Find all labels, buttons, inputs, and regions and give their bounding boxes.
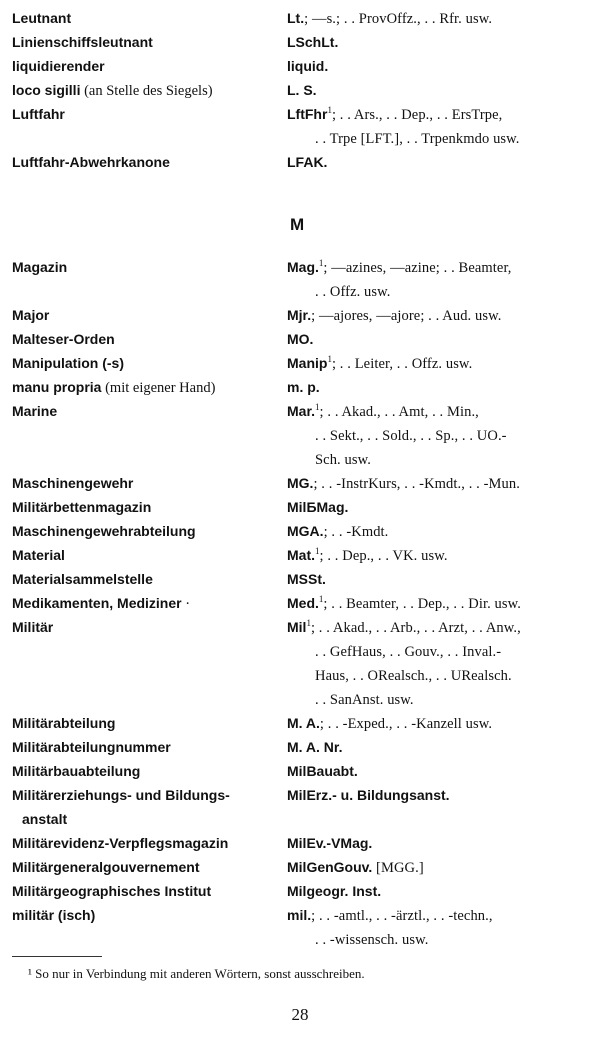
term-text: Militär — [12, 619, 54, 635]
entry-abbreviation — [287, 327, 592, 352]
abbreviation-text: Mil — [287, 619, 307, 635]
entry-abbreviation — [287, 30, 592, 55]
entry-abbreviation — [287, 495, 592, 520]
entry-abbreviation — [287, 375, 592, 400]
term-continuation: anstalt — [22, 811, 68, 827]
abbreviation-continuation: . . Sekt., . . Sold., . . Sp., . . UO.- — [315, 428, 507, 444]
abbreviation-text: MSSt. — [287, 571, 326, 587]
abbreviation-text: MilErz.- u. Bildungsanst. — [287, 787, 450, 803]
abbreviation-forms: ; . . Leiter, . . Offz. usw. — [331, 356, 473, 372]
entry-term — [12, 399, 284, 423]
term-tail: · — [181, 596, 191, 612]
abbreviation-text: Manip — [287, 355, 328, 371]
abbreviation-text: Mar. — [287, 403, 316, 419]
abbreviation-text: M. A. Nr. — [287, 739, 343, 755]
entry-abbreviation — [287, 54, 592, 79]
entry-term — [12, 879, 284, 903]
entry-abbreviation — [287, 399, 592, 472]
entry-term — [12, 150, 284, 174]
entry-abbreviation — [287, 303, 592, 328]
entry-term — [12, 711, 284, 735]
term-text: Malteser-Orden — [12, 331, 115, 347]
entry-abbreviation — [287, 255, 592, 304]
entry-term — [12, 831, 284, 855]
footnote-marker: 1 — [327, 105, 332, 115]
abbreviation-continuation: . . SanAnst. usw. — [315, 692, 414, 708]
abbreviation-text: MGA. — [287, 523, 324, 539]
abbreviation-continuation: . . Trpe [LFT.], . . Trpenkmdo usw. — [315, 131, 520, 147]
entry-abbreviation — [287, 903, 592, 952]
abbreviation-text: liquid. — [287, 58, 329, 74]
entry-term — [12, 375, 284, 400]
term-text: Material — [12, 547, 65, 563]
term-text: militär (isch) — [12, 907, 96, 923]
abbreviation-text: Mag. — [287, 259, 319, 275]
entry-abbreviation — [287, 78, 592, 103]
entry-abbreviation — [287, 6, 592, 31]
term-note: (an Stelle des Siegels) — [80, 83, 213, 99]
abbreviation-continuation: Haus, . . ORealsch., . . URealsch. — [315, 668, 512, 684]
abbreviation-text: MilБMag. — [287, 499, 349, 515]
abbreviation-text: MG. — [287, 475, 314, 491]
page-number: 28 — [291, 1005, 309, 1024]
entry-abbreviation — [287, 759, 592, 784]
abbreviation-text: LftFhr — [287, 106, 328, 122]
abbreviation-continuation: . . -wissensch. usw. — [315, 932, 429, 948]
abbreviation-forms: ; . . Beamter, . . Dep., . . Dir. usw. — [323, 596, 521, 612]
abbreviation-text: Lt. — [287, 10, 305, 26]
entry-abbreviation — [287, 543, 592, 568]
term-text: Luftfahr — [12, 106, 65, 122]
abbreviation-text: M. A. — [287, 715, 320, 731]
entry-term — [12, 495, 284, 519]
abbreviation-text: L. S. — [287, 82, 317, 98]
entry-abbreviation — [287, 471, 592, 496]
footnote-marker: 1 — [327, 354, 332, 364]
entry-term — [12, 102, 284, 126]
term-text: Leutnant — [12, 10, 72, 26]
entry-term — [12, 30, 284, 54]
footnote-marker: 1 — [318, 594, 324, 604]
abbreviation-forms: ; . . Ars., . . Dep., . . ErsTrpe, — [331, 107, 503, 123]
term-text: Manipulation (-s) — [12, 355, 124, 371]
entry-abbreviation — [287, 591, 592, 616]
footnote: ¹ So nur in Verbindung mit anderen Wörtern, sonst ausschreiben. — [28, 966, 365, 981]
entry-term — [12, 783, 284, 831]
abbreviation-forms: ; . . Dep., . . VK. usw. — [319, 548, 448, 564]
abbreviation-text: MO. — [287, 331, 314, 347]
entry-abbreviation — [287, 102, 592, 151]
abbreviation-text: MilEv.-VMag. — [287, 835, 373, 851]
term-text: Linienschiffsleutnant — [12, 34, 153, 50]
term-text: Militärgeneralgouvernement — [12, 859, 200, 875]
entry-term — [12, 519, 284, 543]
abbreviation-forms: ; . . -amtl., . . -ärztl., . . -techn., — [311, 908, 493, 924]
abbreviation-text: mil. — [287, 907, 312, 923]
abbreviation-text: Mjr. — [287, 307, 312, 323]
entry-term — [12, 255, 284, 279]
term-text: liquidierender — [12, 58, 105, 74]
abbreviation-forms: [MGG.] — [372, 860, 424, 876]
term-text: Militärabteilung — [12, 715, 116, 731]
term-text: Materialsammelstelle — [12, 571, 153, 587]
term-text: Militärabteilungnummer — [12, 739, 171, 755]
entry-term — [12, 351, 284, 375]
abbreviation-text: LFAK. — [287, 154, 328, 170]
term-note: (mit eigener Hand) — [101, 380, 216, 396]
entry-term — [12, 735, 284, 759]
abbreviation-text: m. p. — [287, 379, 320, 395]
footnote-marker: 1 — [318, 258, 324, 268]
entry-term — [12, 6, 284, 30]
abbreviation-continuation: Sch. usw. — [315, 452, 371, 468]
abbreviation-text: Milgeogr. Inst. — [287, 883, 382, 899]
abbreviation-forms: ; . . -InstrKurs, . . -Kmdt., . . -Mun. — [313, 476, 520, 492]
entry-abbreviation — [287, 150, 592, 175]
entry-abbreviation — [287, 351, 592, 376]
footnote-divider — [12, 956, 102, 957]
entry-abbreviation — [287, 519, 592, 544]
entry-term — [12, 303, 284, 327]
abbreviation-continuation: . . GefHaus, . . Gouv., . . Inval.- — [315, 644, 502, 660]
abbreviation-forms: ; . . -Kmdt. — [323, 524, 389, 540]
abbreviation-text: MilGenGouv. — [287, 859, 373, 875]
term-text: Maschinengewehrabteilung — [12, 523, 196, 539]
term-text: Militärerziehungs- und Bildungs- — [12, 787, 230, 803]
entry-term — [12, 78, 284, 103]
abbreviation-forms: ; —ajores, —ajore; . . Aud. usw. — [311, 308, 502, 324]
abbreviation-forms: ; —s.; . . ProvOffz., . . Rfr. usw. — [304, 11, 493, 27]
term-text: manu propria — [12, 379, 102, 395]
entry-abbreviation — [287, 831, 592, 856]
entry-term — [12, 903, 284, 927]
entry-abbreviation — [287, 711, 592, 736]
abbreviation-continuation: . . Offz. usw. — [315, 284, 391, 300]
abbreviation-text: Med. — [287, 595, 319, 611]
term-text: Magazin — [12, 259, 68, 275]
entry-abbreviation — [287, 567, 592, 592]
entry-term — [12, 615, 284, 639]
term-text: Militärevidenz-Verpflegsmagazin — [12, 835, 229, 851]
entry-abbreviation — [287, 879, 592, 904]
section-heading: M — [290, 215, 305, 234]
entry-term — [12, 471, 284, 495]
term-text: Militärbauabteilung — [12, 763, 141, 779]
abbreviation-text: MilBauabt. — [287, 763, 358, 779]
term-text: Marine — [12, 403, 58, 419]
entry-abbreviation — [287, 615, 592, 712]
footnote-marker: 1 — [315, 546, 320, 556]
term-text: loco sigilli — [12, 82, 81, 98]
entry-term — [12, 543, 284, 567]
term-text: Luftfahr-Abwehrkanone — [12, 154, 170, 170]
term-text: Major — [12, 307, 50, 323]
abbreviation-text: LSchLt. — [287, 34, 339, 50]
term-text: Maschinengewehr — [12, 475, 134, 491]
entry-term — [12, 327, 284, 351]
entry-abbreviation — [287, 735, 592, 760]
entry-term — [12, 591, 284, 616]
term-text: Militärbettenmagazin — [12, 499, 152, 515]
entry-term — [12, 855, 284, 879]
abbreviation-forms: ; . . Akad., . . Amt, . . Min., — [319, 404, 479, 420]
term-text: Medikamenten, Mediziner — [12, 595, 182, 611]
entry-abbreviation — [287, 855, 592, 880]
footnote-marker: 1 — [315, 402, 320, 412]
abbreviation-text: Mat. — [287, 547, 315, 563]
term-text: Militärgeographisches Institut — [12, 883, 212, 899]
abbreviation-forms: ; —azines, —azine; . . Beamter, — [323, 260, 512, 276]
entry-abbreviation — [287, 783, 592, 808]
entry-term — [12, 567, 284, 591]
abbreviation-forms: ; . . -Exped., . . -Kanzell usw. — [319, 716, 493, 732]
footnote-marker: 1 — [306, 618, 311, 628]
entry-term — [12, 54, 284, 78]
entry-term — [12, 759, 284, 783]
abbreviation-forms: ; . . Akad., . . Arb., . . Arzt, . . Anw., — [310, 620, 521, 636]
